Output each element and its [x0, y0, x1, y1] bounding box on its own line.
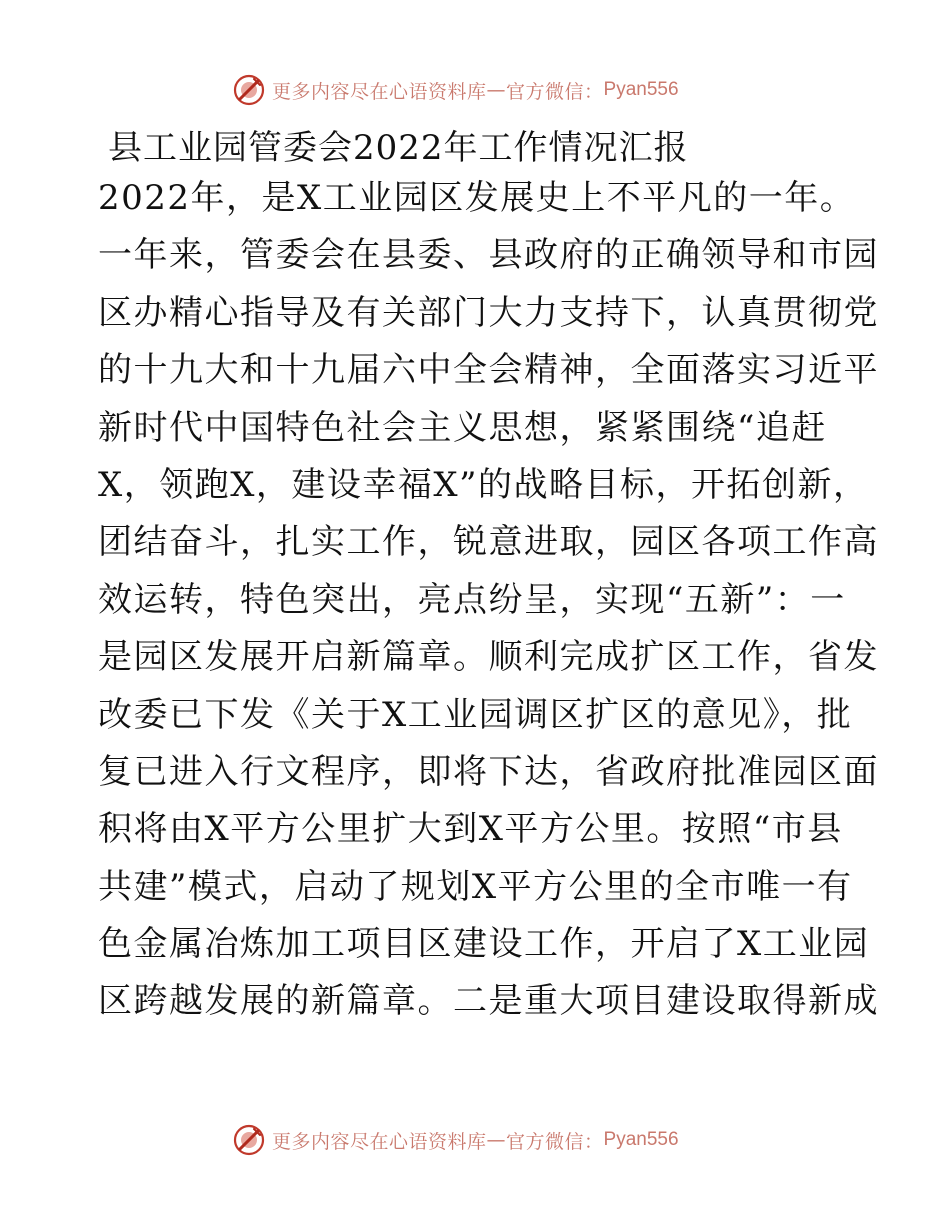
body-line: 色金属冶炼加工项目区建设工作，开启了X工业园	[98, 924, 870, 965]
body-line: 的十九大和十九届六中全会精神，全面落实习近平	[98, 350, 879, 391]
watermark-text: 更多内容尽在心语资料库	[272, 1130, 487, 1153]
watermark-header	[232, 72, 679, 108]
body-line: 区跨越发展的新篇章。二是重大项目建设取得新成	[98, 981, 879, 1022]
body-line: X，领跑X，建设幸福X”的战略目标，开拓创新，	[98, 464, 869, 505]
watermark-dash: —	[486, 1129, 507, 1151]
document-body	[98, 170, 879, 1031]
watermark-footer	[232, 1122, 679, 1158]
body-line: 复已进入行文程序，即将下达，省政府批准园区面	[98, 751, 879, 792]
logo-icon	[232, 73, 266, 107]
body-line: 2022年，是X工业园区发展史上不平凡的一年。	[98, 178, 856, 218]
watermark-id: Pyan556	[603, 79, 679, 100]
watermark-label: 官方微信：	[506, 80, 604, 103]
body-line: 共建”模式，启动了规划X平方公里的全市唯一有	[98, 866, 853, 907]
body-line: 一年来，管委会在县委、县政府的正确领导和市园	[98, 235, 879, 276]
body-line: 团结奋斗，扎实工作，锐意进取，园区各项工作高	[98, 522, 879, 563]
watermark-label: 官方微信：	[506, 1130, 604, 1153]
watermark-dash: —	[486, 79, 507, 101]
body-line: 新时代中国特色社会主义思想，紧紧围绕“追赶	[98, 407, 827, 448]
document-title: 县工业园管委会2022年工作情况汇报	[108, 128, 689, 168]
watermark-text: 更多内容尽在心语资料库	[272, 80, 487, 103]
body-line: 区办精心指导及有关部门大力支持下，认真贯彻党	[98, 292, 879, 333]
body-line: 积将由X平方公里扩大到X平方公里。按照“市县	[98, 809, 843, 850]
body-line: 是园区发展开启新篇章。顺利完成扩区工作，省发	[98, 637, 879, 678]
body-line: 改委已下发《关于X工业园调区扩区的意见》，批	[98, 694, 853, 735]
logo-icon	[232, 1123, 266, 1157]
body-line: 效运转，特色突出，亮点纷呈，实现“五新”：一	[98, 579, 846, 620]
watermark-id: Pyan556	[603, 1129, 679, 1150]
